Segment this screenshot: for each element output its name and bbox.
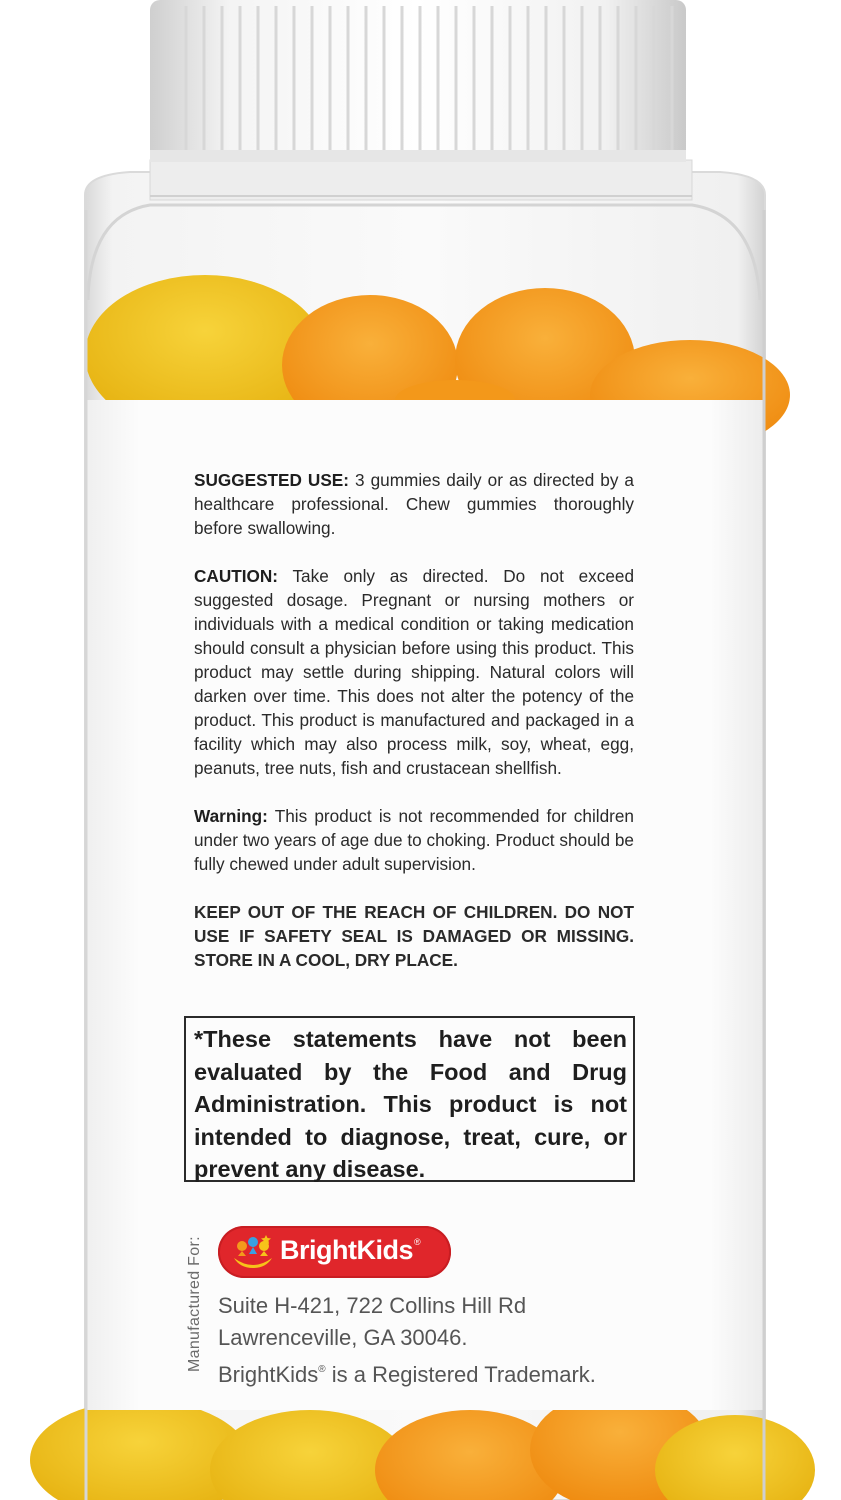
registered-mark: ® [414,1237,421,1247]
keep-out-notice: KEEP OUT OF THE REACH OF CHILDREN. DO NOT USE IF SAFETY SEAL IS DAMAGED OR MISSING. STORE IN A COOL, DRY PLACE. [194,902,634,970]
bottle-cap [150,0,686,160]
caution-text: Take only as directed. Do not exceed suggested dosage. Pregnant or nursing mothers or individuals with a medical condition or taking medication should consult a physician before using this product. This product may settle during shipping. Natural colors will darken over time. This does not alter the potency of the product. This product is manufactured and packaged in a facility which may also process milk, soy, wheat, egg, peanuts, tree nuts, fish and crustacean shellfish. [194,566,634,778]
suggested-use-text: 3 gummies daily or as directed by a healthcare professional. Chew gummies thoroughly before swallowing. [194,470,634,538]
manufactured-for-label: Manufactured For: [186,1236,203,1372]
brightkids-logo [218,1226,451,1278]
address-line-2: Lawrenceville, GA 30046. [218,1325,468,1350]
caution-heading: CAUTION: [194,566,279,586]
suggested-use-heading: SUGGESTED USE: [194,470,349,490]
caution-paragraph [194,564,634,780]
warning-text: This product is not recommended for children under two years of age due to choking. Product should be fully chewed under adult supervision. [194,806,634,874]
fda-disclaimer-text: *These statements have not been evaluated by the Food and Drug Administration. This product is not intended to diagnose, treat, cure, or prevent any disease. [194,1026,627,1182]
bottle-neck [150,160,692,200]
suggested-use-paragraph [194,468,634,540]
trademark-text: is a Registered Trademark. [325,1362,596,1387]
fda-disclaimer-box [184,1016,635,1182]
brand-name [280,1235,420,1266]
kids-logo-icon [230,1232,276,1272]
manufacturer-address [218,1290,596,1391]
trademark-brand: BrightKids [218,1362,319,1387]
address-line-1: Suite H-421, 722 Collins Hill Rd [218,1293,527,1318]
trademark-line [218,1354,596,1391]
warning-heading: Warning: [194,806,268,826]
brand-name-text: BrightKids [280,1235,413,1265]
warning-paragraph [194,804,634,876]
trademark-registered-mark: ® [318,1364,326,1375]
label-text-block [194,468,634,996]
